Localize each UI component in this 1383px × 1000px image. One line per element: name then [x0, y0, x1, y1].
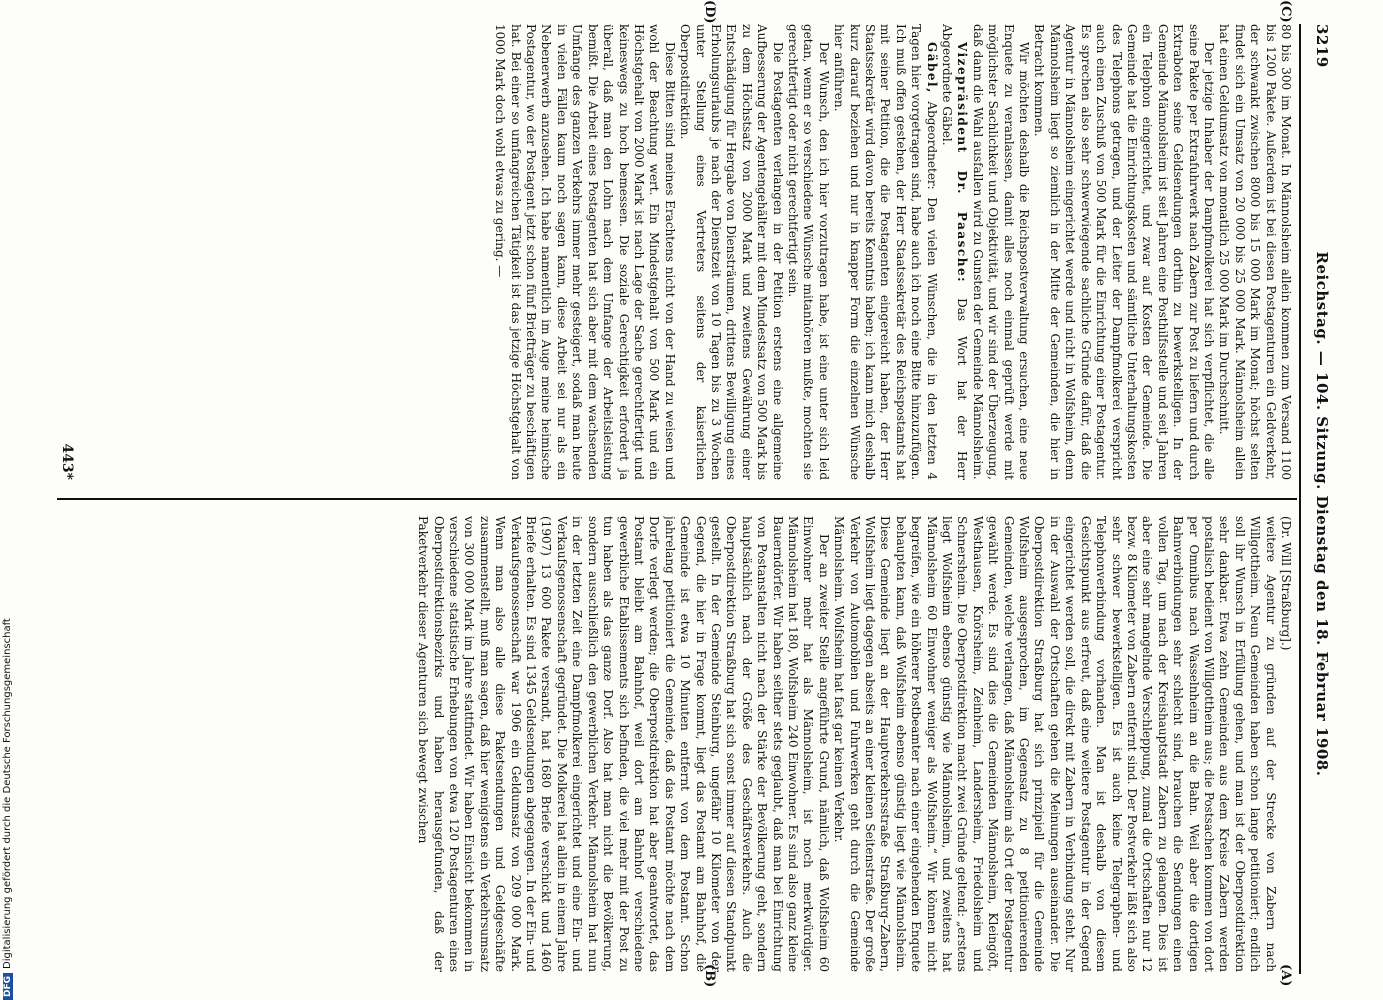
- funding-text: Digitalisierung gefördert durch die Deutsche Forschungsgemeinschaft: [2, 618, 13, 969]
- speaker-text: Das Wort hat der Herr Abgeordnete Gäbel.: [940, 24, 970, 480]
- margin-marker-b: (B): [702, 964, 717, 988]
- speaker-name: Gäbel,: [924, 42, 939, 94]
- paragraph: Wir möchten deshalb die Reichspostverwaltung ersuchen, eine neue Enquete zu veranlassen, damit alles noch einmal geprüft werde mit möglichster Sachlichkeit und Objektivität, und wir sind der Überzeugung, daß dann die Wahl ausfallen wird zu Gunsten der Gemeinde Männolsheim.: [970, 24, 1032, 480]
- speaker-text: Abgeordneter: Den vielen Wünschen, die in den letzten 4 Tagen hier vorgetragen sind, habe auch ich noch eine Bitte hinzuzufügen. Ich muß offen gestehen, der Herr Staatssekretär des Reichspostamts hat mit seiner Petition, die die Postagenten eingereicht haben, der Herr Staatssekretär wird davon bereits Kenntnis haben; ich kann mich deshalb kurz darauf beziehen und nur in knapper Form die einzelnen Wünsche hier anführen.: [832, 24, 939, 480]
- paragraph: Der jetzige Inhaber der Dampfmolkerei hat sich verpflichtet, die alle seine Pakete per Extrafuhrwerk nach Zabern zur Post zu liefern und durch Extraboten seine Geldsendungen dorthin zu bewerkstelligen. In der Gemeinde Männolsheim ist seit Jahren eine Posthilfsstelle und seit Jahren ein Telephon eingerichtet, und zwar auf Kosten der Gemeinde. Die Gemeinde hat die Einrichtungskosten und sämtliche Unterhaltungskosten des Telephons getragen, und der Leiter der Dampfmolkerei verspricht auch einen Zuschuß von 500 Mark für die Einrichtung einer Postagentur. Es sprechen also sehr schwerwiegende sachliche Gründe dafür, daß die Agentur in Männolsheim eingerichtet werde und nicht in Wolfsheim, denn Männolsheim liegt so ziemlich in der Mitte der Gemeinden, die hier in Betracht kommen.: [1032, 24, 1216, 480]
- header-rule: [1299, 24, 1301, 974]
- paragraph: 80 bis 300 im Monat. In Männolsheim allein kommen zum Versand 1100 bis 1200 Pakete. Außerdem ist bei diesen Postagenturen ein Geldverkehr, der schwankt zwischen 8000 bis 15 000 Mark im Monat; höchst selten findet sich ein Umsatz von 20 000 bis 25 000 Mark. Männolsheim allein hat einen Geldumsatz von monatlich 25 000 Mark im Durchschnitt.: [1217, 24, 1293, 480]
- funding-credit: [2, 0, 16, 1000]
- speaker-name: Vizepräsident Dr. Paasche:: [955, 42, 970, 284]
- running-header: [1303, 24, 1337, 974]
- dfg-logo-icon: DFG: [3, 973, 13, 1000]
- margin-marker-c: (C): [1278, 0, 1293, 23]
- paragraph: Der an zweiter Stelle angeführte Grund, nämlich, daß Wolfsheim 60 Einwohner mehr hat als Männolsheim, ist noch merkwürdiger. Männolsheim hat 180, Wolfsheim 240 Einwohner. Es sind also ganz kleine Bauerndörfer. Wir haben seither stets geglaubt, daß man bei Einrichtung von Postanstalten nicht nach der Stärke der Bevölkerung geht, sondern hauptsächlich nach der Größe des Geschäftsverkehrs. Auch die Oberpostdirektion Straßburg hat sich sonst immer auf diesen Standpunkt gestellt. In der Gemeinde Steinburg, ungefähr 10 Kilometer von der Gegend, die hier in Frage kommt, liegt das Postamt am Bahnhof, die Gemeinde ist etwa 10 Minuten entfernt von dem Postamt. Schon jahrelang petitioniert die Gemeinde, daß das Postamt möchte nach dem Dorfe verlegt werden; die Oberpostdirektion hat aber geantwortet, das Postamt bleibt am Bahnhof, weil dort am Bahnhof verschiedene gewerbliche Etablissements sich befinden, die viel mehr mit der Post zu tun haben als das ganze Dorf. Also hat man nicht die Bevölkerung, sondern ausschließlich den gewerblichen Verkehr. Männolsheim hat nun in der letzten Zeit eine Dampfmolkerei eingerichtet und eine Ein- und Verkaufsgenossenschaft gegründet. Die Molkerei hat allein in einem Jahre (1907) 13 600 Pakete versandt, hat 1680 Briefe verschickt und 1460 Briefe erhalten. Es sind 1345 Geldsendungen abgegangen. In der Ein- und Verkaufsgenossenschaft war 1906 ein Geldumsatz von 209 000 Mark. Wenn man also alle diese Paketsendungen und Geldgeschäfte zusammenstellt, muß man sagen, daß hier wenigstens ein Verkehrsumsatz von 300 000 Mark im Jahre stattfindet. Wir haben Einsicht bekommen in verschiedene statistische Erhebungen von etwa 120 Postagenturen eines Oberpostdirektionsbezirks und haben herausgefunden, daß der Paketverkehr dieser Agenturen sich bewegt zwischen: [416, 516, 831, 972]
- paragraph: weitere Agentur zu gründen auf der Strecke von Zabern nach Willgottheim. Neun Gemeinden haben schon lange petitioniert; endlich soll ihr Wunsch in Erfüllung gehen, und man ist der Oberpostdirektion sehr dankbar. Etwa zehn Gemeinden aus dem Kreise Zabern werden postalisch bedient von Willgottheim aus; die Postsachen kommen von dort per Omnibus nach Wasselnheim an die Bahn. Weil aber die dortigen Bahnverbindungen sehr schlecht sind, brauchen die Sendungen einen vollen Tag, um nach der Kreishauptstadt Zabern zu gelangen. Dies ist aber eine sehr mangelnde Verschleppung, zumal die Ortschaften nur 12 bezw. 8 Kilometer von Zabern entfernt sind. Der Postverkehr läßt sich also sehr schwer bewerkstelligen. Es ist auch keine Telegraphen- und Telephonverbindung vorhanden. Man ist deshalb von diesem Gesichtspunkt aus erfreut, daß eine weitere Postagentur in der Gegend eingerichtet werden soll, die direkt mit Zabern in Verbindung steht. Nur in der Auswahl der Ortschaften gehen die Meinungen auseinander. Die Oberpostdirektion Straßburg hat sich prinzipiell für die Gemeinde Wolfsheim ausgesprochen, im Gegensatz zu 8 petitionierenden Gemeinden, welche verlangen, daß Männolsheim als Ort der Postagentur gewählt werde. Es sind dies die Gemeinden Männolsheim, Kleingöft, Westhausen, Knörsheim, Zeinheim, Landersheim, Friedolsheim und Schnersheim. Die Oberpostdirektion macht zwei Gründe geltend: „erstens liegt Wolfsheim ebenso günstig wie Männolsheim, und zweitens hat Männolsheim 60 Einwohner weniger als Wolfsheim.“ Wir können nicht begreifen, wie ein höherer Postbeamter nach einer eingehenden Enquete behaupten kann, daß Wolfsheim ebenso günstig liegt wie Männolsheim. Diese Gemeinde liegt an der Hauptverkehrsstraße Straßburg–Zabern, Wolfsheim liegt dagegen abseits an einer kleinen Seitenstraße. Der große Verkehr von Automobilen und Fuhrwerken geht durch die Gemeinde Männolsheim. Wolfsheim hat fast gar keinen Verkehr.: [832, 516, 1278, 972]
- paragraph: Diese Bitten sind meines Erachtens nicht von der Hand zu weisen und wohl der Beachtung wert. Ein Mindestgehalt von 500 Mark und ein Höchstgehalt von 2000 Mark ist nach Lage der Sache gerechtfertigt und keineswegs zu hoch bemessen. Die soziale Gerechtigkeit erfordert ja überall, daß man den Lohn nach dem Umfange der Arbeitsleistung bemißt. Die Arbeit eines Postagenten hat sich aber mit dem wachsenden Umfange des ganzen Verkehrs immer mehr gesteigert, sodaß man heute in vielen Fällen kaum noch sagen kann, diese Arbeit sei nur als ein Nebenerwerb anzusehen. Ich habe namentlich im Auge meine heimische Postagentur, wo der Postagent jetzt schon fünf Briefträger zu beschäftigen hat. Bei einer so umfangreichen Tätigkeit ist das jetzige Höchstgehalt von 1000 Mark doch wohl etwas zu gering. —: [493, 24, 677, 480]
- column-right-text: [93, 24, 1293, 480]
- sheet-number: 443*: [59, 443, 75, 480]
- header-title: Reichstag. — 104. Sitzung. Dienstag den 18. Februar 1908.: [1313, 251, 1331, 777]
- paragraph: Die Postagenten verlangen in der Petition erstens eine allgemeine Aufbesserung der Agentengehälter mit dem Mindestsatz von 500 Mark bis zu dem Höchstsatz von 2000 Mark und zweitens Gewährung einer Entschädigung für Hergabe von Diensträumen, drittens Bewilligung eines Erholungsurlaubs je nach der Dienstzeit von 10 Tagen bis zu 3 Wochen unter Stellung eines Vertreters seitens der kaiserlichen Oberpostdirektion.: [678, 24, 785, 480]
- margin-marker-a: (A): [1278, 964, 1293, 987]
- speaker-continuation: (Dr. Will [Straßburg].): [1279, 516, 1293, 651]
- column-left-text: [93, 516, 1293, 972]
- paragraph: Der Wunsch, den ich hier vorzutragen habe, ist eine unter sich leid getan, wenn er so verschiedene Wünsche mitanhören mußte, mochten sie gerechtfertigt oder nicht gerechtfertigt sein.: [786, 24, 831, 480]
- speaker-paragraph: [831, 24, 939, 480]
- speaker-paragraph: [939, 24, 970, 480]
- page-number: 3219: [1313, 24, 1331, 68]
- rotated-page: [47, 0, 1337, 988]
- column-divider: [57, 498, 1297, 500]
- margin-marker-d: (D): [702, 0, 717, 24]
